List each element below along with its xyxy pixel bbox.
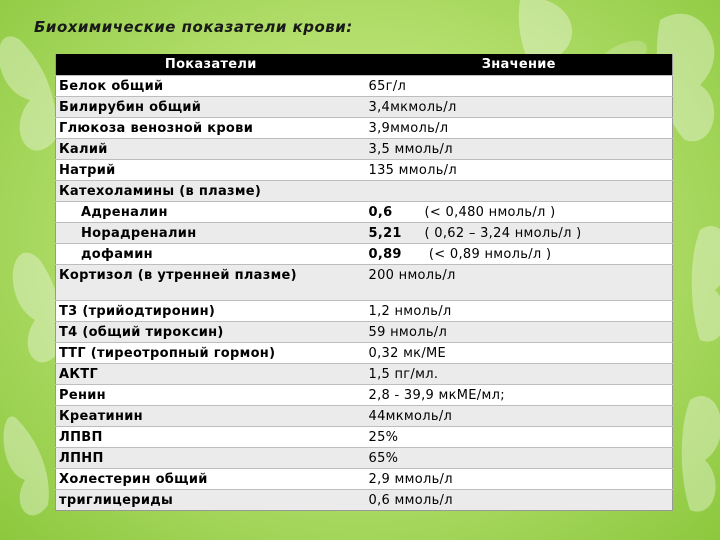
indicator-name: Калий — [56, 139, 366, 160]
table-row — [56, 406, 673, 427]
indicator-value: 65% — [366, 448, 673, 469]
indicator-value: 59 нмоль/л — [366, 322, 673, 343]
indicator-value-cell — [366, 244, 673, 265]
indicator-name: триглицериды — [56, 490, 366, 511]
indicator-name: Т4 (общий тироксин) — [56, 322, 366, 343]
table-row — [56, 76, 673, 97]
indicator-value: 0,6 ммоль/л — [366, 490, 673, 511]
indicator-value: 2,9 ммоль/л — [366, 469, 673, 490]
indicator-name: Глюкоза венозной крови — [56, 118, 366, 139]
table-row — [56, 469, 673, 490]
table-row — [56, 490, 673, 511]
indicator-value-cell — [366, 202, 673, 223]
indicator-value-cell — [366, 223, 673, 244]
indicator-value: 2,8 - 39,9 мкМЕ/мл; — [366, 385, 673, 406]
indicator-name: АКТГ — [56, 364, 366, 385]
table-row — [56, 139, 673, 160]
column-header-value: Значение — [366, 54, 673, 76]
blood-biochemistry-table — [55, 54, 673, 511]
indicator-name: Креатинин — [56, 406, 366, 427]
indicator-value: 3,5 ммоль/л — [366, 139, 673, 160]
reference-range: ( 0,62 – 3,24 нмоль/л ) — [424, 225, 582, 241]
table-row — [56, 244, 673, 265]
indicator-name: Норадреналин — [56, 223, 366, 244]
measured-value: 0,89 — [368, 246, 402, 262]
table-row — [56, 118, 673, 139]
indicator-value: 65г/л — [366, 76, 673, 97]
table-row — [56, 160, 673, 181]
indicator-value: 135 ммоль/л — [366, 160, 673, 181]
table-row — [56, 223, 673, 244]
table-row — [56, 301, 673, 322]
indicator-value: 25% — [366, 427, 673, 448]
table-row — [56, 202, 673, 223]
indicator-name: дофамин — [56, 244, 366, 265]
measured-value: 5,21 — [368, 225, 402, 241]
indicator-name: Т3 (трийодтиронин) — [56, 301, 366, 322]
page-title: Биохимические показатели крови: — [34, 18, 353, 36]
indicator-name: Белок общий — [56, 76, 366, 97]
measured-value: 0,6 — [368, 204, 393, 220]
indicator-value: 1,2 нмоль/л — [366, 301, 673, 322]
table-row — [56, 448, 673, 469]
table-header-row — [56, 54, 673, 76]
indicator-value: 3,4мкмоль/л — [366, 97, 673, 118]
indicator-name: Кортизол (в утренней плазме) — [56, 265, 366, 301]
indicator-value — [366, 181, 673, 202]
indicator-value: 3,9ммоль/л — [366, 118, 673, 139]
indicator-value: 0,32 мк/МЕ — [366, 343, 673, 364]
indicator-name: ТТГ (тиреотропный гормон) — [56, 343, 366, 364]
table-row — [56, 322, 673, 343]
indicator-name: Холестерин общий — [56, 469, 366, 490]
reference-range: (< 0,89 нмоль/л ) — [424, 246, 552, 262]
table-row — [56, 427, 673, 448]
table-row — [56, 385, 673, 406]
table-row — [56, 343, 673, 364]
indicator-value: 44мкмоль/л — [366, 406, 673, 427]
table-row — [56, 97, 673, 118]
indicator-name: ЛПНП — [56, 448, 366, 469]
indicator-value: 1,5 пг/мл. — [366, 364, 673, 385]
indicator-name: Адреналин — [56, 202, 366, 223]
table-row — [56, 364, 673, 385]
column-header-indicator: Показатели — [56, 54, 366, 76]
table-row — [56, 181, 673, 202]
indicator-group-name: Катехоламины (в плазме) — [56, 181, 366, 202]
indicator-value: 200 нмоль/л — [366, 265, 673, 301]
indicator-name: ЛПВП — [56, 427, 366, 448]
reference-range: (< 0,480 нмоль/л ) — [424, 204, 556, 220]
indicator-name: Натрий — [56, 160, 366, 181]
table-row — [56, 265, 673, 301]
indicator-name: Ренин — [56, 385, 366, 406]
indicator-name: Билирубин общий — [56, 97, 366, 118]
